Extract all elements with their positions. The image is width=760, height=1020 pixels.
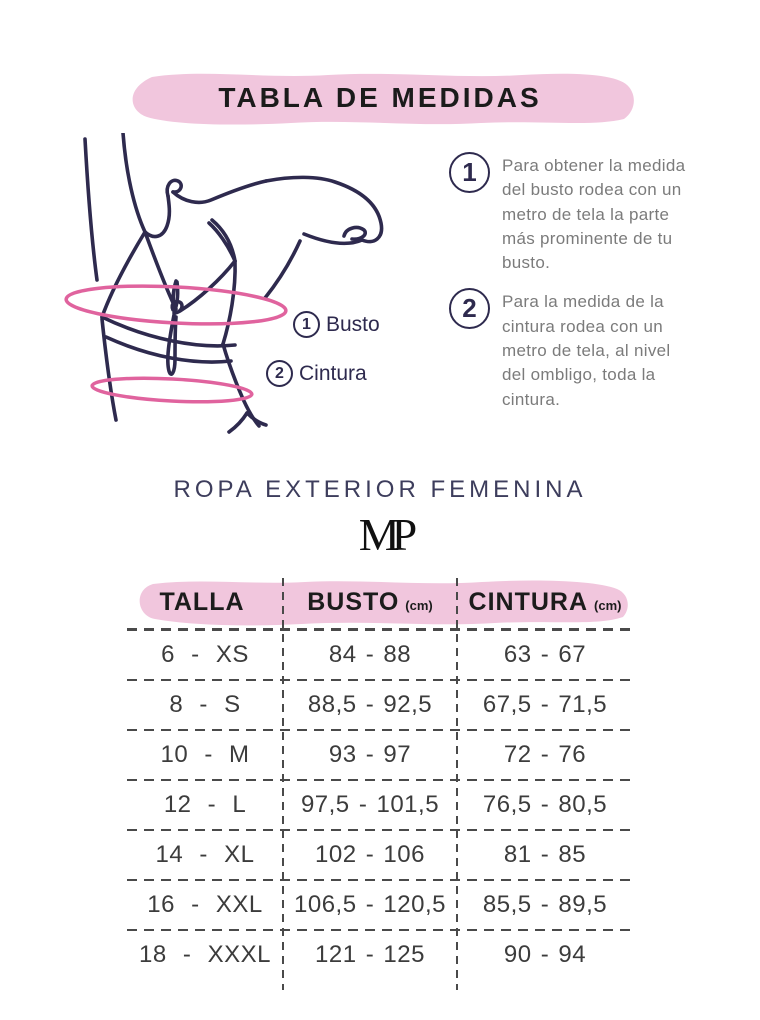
header-cell-cintura [457,576,633,628]
size-table [127,576,633,980]
table-row [127,630,633,680]
header-row [127,576,633,628]
table-row [127,680,633,730]
cell-cintura: 81 - 85 [503,841,587,868]
table-row [127,730,633,780]
cell-busto: 97,5 - 101,5 [300,791,440,818]
cell-busto: 102 - 106 [315,841,425,868]
page-title: TABLA DE MEDIDAS [218,82,542,113]
instruction-text: Para la medida de la cintura rodea con un metro de tela, al nivel del ombligo, toda la cintura. [502,292,671,409]
header-unit: (cm) [405,597,433,613]
number-2-badge: 2 [266,360,293,387]
cell-cintura: 72 - 76 [503,741,587,768]
column-divider [282,578,284,990]
section-title: ROPA EXTERIOR FEMENINA [173,476,587,503]
cell-busto: 93 - 97 [328,741,412,768]
header-cell-talla [127,576,283,628]
header-label: BUSTO [307,587,400,616]
bust-label-text: Busto [326,312,380,336]
cell-cintura: 90 - 94 [503,941,587,968]
figure-illustration [52,133,457,468]
header-unit: (cm) [594,597,622,613]
header-label: TALLA [159,587,245,616]
cell-busto: 121 - 125 [315,941,425,968]
column-divider [456,578,458,990]
table-row [127,830,633,880]
number-1-badge: 1 [293,311,320,338]
cell-talla: 12 - L [163,791,247,818]
cell-talla: 8 - S [169,691,241,718]
cell-cintura: 85,5 - 89,5 [482,891,608,918]
cell-talla: 16 - XXL [147,891,263,918]
table-body [127,630,633,980]
instruction-item [449,288,709,411]
waist-measure-ellipse [92,375,253,405]
torso-line-art [52,133,457,468]
cell-talla: 6 - XS [161,641,249,668]
instruction-number-badge: 2 [449,288,490,329]
waist-label [266,360,367,387]
cell-cintura: 67,5 - 71,5 [482,691,608,718]
cell-talla: 18 - XXXL [139,941,271,968]
bust-label [293,311,380,338]
cell-busto: 84 - 88 [328,641,412,668]
cell-cintura: 63 - 67 [503,641,587,668]
header-label: CINTURA [468,587,589,616]
instruction-number-badge: 1 [449,152,490,193]
cell-busto: 88,5 - 92,5 [307,691,433,718]
instruction-text: Para obtener la medida del busto rodea con un metro de tela la parte más prominente de tu busto. [502,156,686,273]
brand-logo: MP [358,509,410,560]
instructions-panel [449,152,709,425]
table-row [127,930,633,980]
table-row [127,780,633,830]
cell-busto: 106,5 - 120,5 [294,891,446,918]
waist-label-text: Cintura [299,361,367,385]
cell-talla: 14 - XL [155,841,255,868]
cell-cintura: 76,5 - 80,5 [482,791,608,818]
header-cell-busto [283,576,457,628]
instruction-item [449,152,709,275]
table-row [127,880,633,930]
title-banner [120,66,640,130]
cell-talla: 10 - M [160,741,250,768]
table-header [127,576,633,628]
